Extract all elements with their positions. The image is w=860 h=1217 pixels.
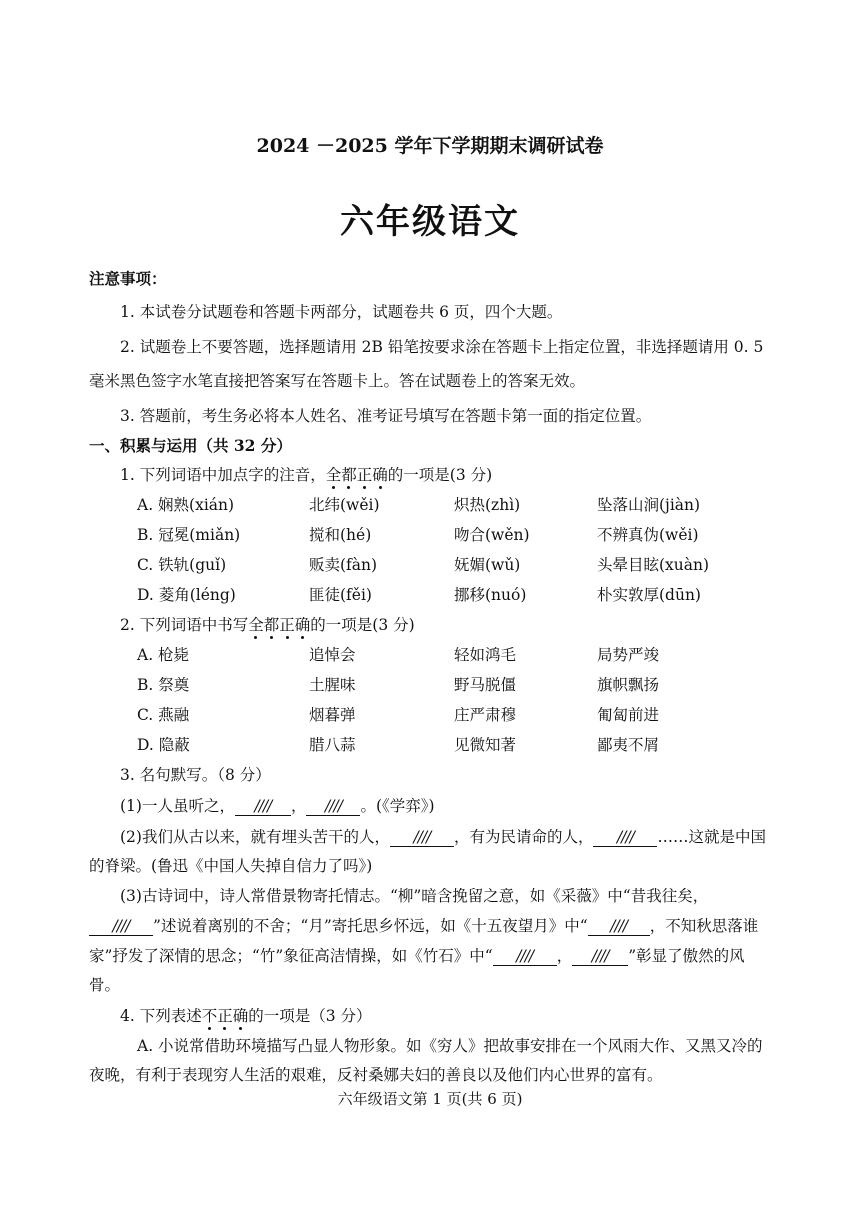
q2-option-a-word-3: 轻如鸿毛: [454, 646, 517, 664]
page-footer: 六年级语文第 1 页(共 6 页): [337, 1090, 523, 1108]
q1-option-b-word-3: 吻合(wěn): [454, 526, 530, 544]
question-4-option-a-line-1: A. 小说常借助环境描写凸显人物形象。如《穷人》把故事安排在一个风雨大作、又黑又冷的: [137, 1037, 763, 1055]
answer-blank: ////: [235, 797, 291, 816]
question-3-heading: 3. 名句默写。（8 分）: [120, 766, 271, 784]
q1-option-d-word-3: 挪移(nuó): [454, 586, 527, 604]
answer-blank: ////: [89, 917, 153, 936]
q1-option-c-word-3: 妩媚(wǔ): [454, 556, 521, 574]
answer-blank: ////: [572, 947, 628, 966]
notice-item-2-line-1: 2. 试题卷上不要答题，选择题请用 2B 铅笔按要求涂在答题卡上指定位置，非选择题请用 0. 5: [120, 338, 764, 356]
question-1-stem-prefix: 1. 下列词语中加点字的注音，: [120, 466, 326, 484]
notice-item-3: 3. 答题前，考生务必将本人姓名、准考证号填写在答题卡第一面的指定位置。: [120, 407, 652, 425]
q2-option-b-word-3: 野马脱僵: [454, 676, 517, 694]
question-1-stem: [120, 463, 492, 485]
q1-option-c-word-1: C. 铁轨(guǐ): [137, 556, 227, 574]
answer-blank: ////: [306, 797, 360, 816]
answer-blank: ////: [390, 828, 454, 847]
q2-option-c-word-3: 庄严肃穆: [454, 706, 517, 724]
q1-option-b-word-1: B. 冠冕(miǎn): [137, 526, 241, 544]
notice-heading: 注意事项：: [89, 269, 167, 288]
q1-option-b-word-4: 不辨真伪(wěi): [597, 526, 699, 544]
q1-option-d-word-4: 朴实敦厚(dūn): [597, 586, 701, 604]
question-3-part-3-line-2: [89, 914, 758, 936]
question-4-stem: [120, 1004, 372, 1026]
question-3-part-3-line-1: (3)古诗词中，诗人常借景物寄托情志。“柳”暗含挽留之意，如《采薇》中“昔我往矣，: [120, 887, 709, 905]
q2-option-d-word-1: D. 隐蔽: [137, 736, 190, 754]
q2-option-c-word-2: 烟暮弹: [309, 706, 356, 724]
question-2-stem-prefix: 2. 下列词语中书写: [120, 616, 249, 634]
answer-blank: ////: [593, 828, 657, 847]
q3-p3-text-e: 家”抒发了深情的思念；“竹”象征高洁情操，如《竹石》中“: [89, 947, 493, 965]
q2-option-b-word-1: B. 祭奠: [137, 676, 190, 694]
q2-option-c-word-4: 匍匐前进: [597, 706, 660, 724]
q2-option-b-word-2: 土腥味: [309, 676, 356, 694]
q3-p3-text-d: ，不知秋思落谁: [649, 917, 759, 935]
q3-p2-text-b: ，有为民请命的人，: [453, 828, 594, 846]
q3-p3-text-g: ”彰显了傲然的风: [628, 947, 745, 965]
question-3-part-2-line-2: 的脊梁。(鲁迅《中国人失掉自信力了吗》): [89, 857, 373, 875]
question-3-part-2-line-1: [120, 825, 766, 847]
q3-p2-text-c: ……这就是中国: [657, 828, 766, 846]
q1-option-c-word-2: 贩卖(fàn): [309, 556, 378, 574]
section-1-heading: 一、积累与运用（共 32 分）: [89, 436, 292, 455]
question-2-stem: [120, 613, 415, 635]
q1-option-c-word-4: 头晕目眩(xuàn): [597, 556, 710, 574]
question-4-option-a-line-2: 夜晚，有利于表现穷人生活的艰难，反衬桑娜夫妇的善良以及他们内心世界的富有。: [89, 1066, 663, 1084]
q2-option-a-word-2: 追悼会: [309, 646, 356, 664]
q1-option-a-word-4: 坠落山涧(jiàn): [597, 496, 701, 514]
q2-option-c-word-1: C. 燕融: [137, 706, 190, 724]
q2-option-b-word-4: 旗帜飘扬: [597, 676, 660, 694]
q2-option-a-word-1: A. 枪毙: [137, 646, 190, 664]
q1-option-a-word-1: A. 娴熟(xián): [137, 496, 235, 514]
question-2-stem-suffix: 的一项是(3 分): [310, 616, 415, 634]
q3-p3-text-b: ”述说着离别的不舍；“月”寄托思乡怀远，如《十五夜望月》中“: [153, 917, 588, 935]
answer-blank: ////: [588, 917, 650, 936]
q3-p2-text-a: (2)我们从古以来，就有埋头苦干的人，: [120, 828, 390, 846]
notice-item-2-line-2: 毫米黑色签字水笔直接把答案写在答题卡上。答在试题卷上的答案无效。: [89, 372, 586, 390]
q2-option-d-word-3: 见微知著: [454, 736, 517, 754]
question-4-stem-prefix: 4. 下列表述: [120, 1007, 202, 1025]
q3-p1-text-a: (1)一人虽听之，: [120, 797, 235, 815]
question-3-part-3-line-4: 骨。: [89, 976, 121, 994]
question-1-emphasis: 全都正确: [326, 466, 388, 484]
q2-option-d-word-4: 鄙夷不屑: [597, 736, 660, 754]
question-4-emphasis: 不正确: [202, 1007, 249, 1025]
q1-option-d-word-2: 匪徒(fěi): [309, 586, 372, 604]
answer-blank: ////: [493, 947, 557, 966]
notice-item-1: 1. 本试卷分试题卷和答题卡两部分，试题卷共 6 页，四个大题。: [120, 303, 563, 321]
exam-title: 2024 －2025 学年下学期期末调研试卷: [256, 135, 604, 157]
q1-option-d-word-1: D. 菱角(léng): [137, 586, 236, 604]
q3-p1-text-b: ，: [290, 797, 307, 815]
question-2-emphasis: 全都正确: [248, 616, 310, 634]
exam-subject-title: 六年级语文: [340, 202, 520, 242]
question-1-stem-suffix: 的一项是(3 分): [387, 466, 493, 484]
question-3-part-3-line-3: [89, 944, 745, 966]
q1-option-a-word-3: 炽热(zhì): [454, 496, 521, 514]
question-4-stem-suffix: 的一项是（3 分）: [248, 1007, 372, 1025]
q2-option-a-word-4: 局势严竣: [597, 646, 660, 664]
question-3-part-1: [120, 794, 435, 816]
q3-p1-text-c: 。(《学弈》): [360, 797, 435, 815]
q1-option-b-word-2: 搅和(hé): [309, 526, 372, 544]
q3-p3-text-f: ，: [556, 947, 573, 965]
q1-option-a-word-2: 北纬(wěi): [309, 496, 380, 514]
q2-option-d-word-2: 腊八蒜: [309, 736, 356, 754]
